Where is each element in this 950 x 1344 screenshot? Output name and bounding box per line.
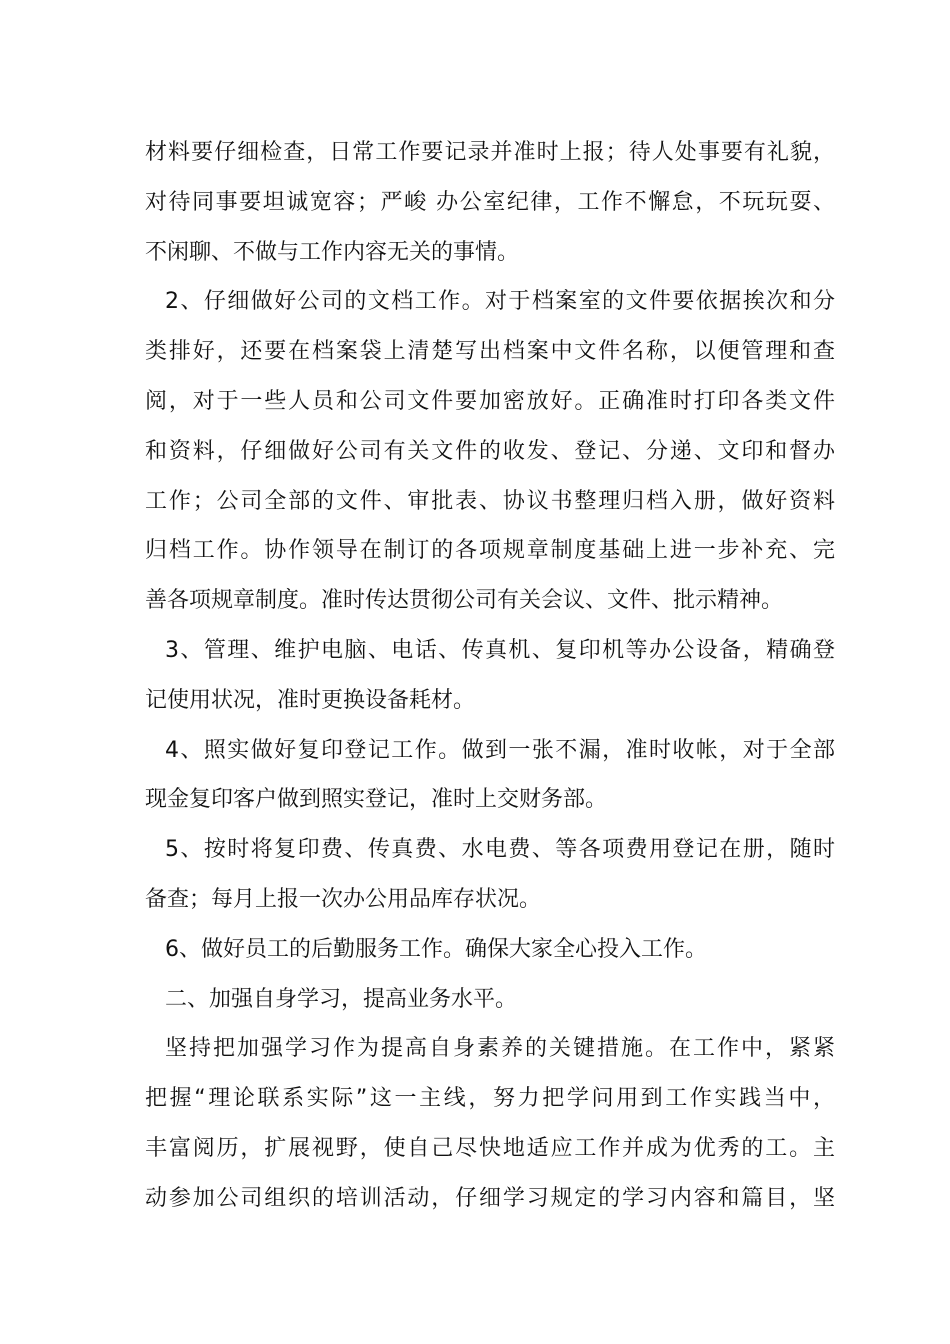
text-line: 工作；公司全部的文件、审批表、协议书整理归档入册，做好资料 <box>145 488 835 514</box>
text-line: 3、管理、维护电脑、电话、传真机、复印机等办公设备，精确登 <box>165 637 835 663</box>
text-line: 6、做好员工的后勤服务工作。确保大家全心投入工作。 <box>165 936 707 962</box>
text-line: 记使用状况，准时更换设备耗材。 <box>145 687 476 713</box>
text-line: 把握“理论联系实际”这一主线，努力把学问用到工作实践当中， <box>145 1086 835 1112</box>
text-line: 动参加公司组织的培训活动，仔细学习规定的学习内容和篇目，坚 <box>145 1185 835 1211</box>
text-line: 归档工作。协作领导在制订的各项规章制度基础上进一步补充、完 <box>145 538 835 564</box>
text-line: 现金复印客户做到照实登记，准时上交财务部。 <box>145 787 608 813</box>
text-line: 丰富阅历，扩展视野，使自己尽快地适应工作并成为优秀的工。主 <box>145 1135 835 1161</box>
text-line: 类排好，还要在档案袋上清楚写出档案中文件名称，以便管理和查 <box>145 339 835 365</box>
text-line: 和资料，仔细做好公司有关文件的收发、登记、分递、文印和督办 <box>145 438 835 464</box>
text-line: 4、照实做好复印登记工作。做到一张不漏，准时收帐，对于全部 <box>165 737 835 763</box>
text-line: 不闲聊、不做与工作内容无关的事情。 <box>145 239 520 265</box>
text-line: 阅，对于一些人员和公司文件要加密放好。正确准时打印各类文件 <box>145 388 835 414</box>
text-line: 善各项规章制度。准时传达贯彻公司有关会议、文件、批示精神。 <box>145 588 784 614</box>
text-line: 坚持把加强学习作为提高自身素养的关键措施。在工作中，紧紧 <box>165 1036 835 1062</box>
text-line: 5、按时将复印费、传真费、水电费、等各项费用登记在册，随时 <box>165 837 835 863</box>
document-body <box>145 128 835 1224</box>
section-heading: 二、加强自身学习，提高业务水平。 <box>165 986 518 1012</box>
text-line: 备查；每月上报一次办公用品库存状况。 <box>145 886 542 912</box>
text-line: 2、仔细做好公司的文档工作。对于档案室的文件要依据挨次和分 <box>165 289 835 315</box>
text-line: 材料要仔细检查，日常工作要记录并准时上报；待人处事要有礼貌， <box>145 140 835 165</box>
text-line: 对待同事要坦诚宽容；严峻 办公室纪律，工作不懈怠，不玩玩耍、 <box>145 189 835 215</box>
